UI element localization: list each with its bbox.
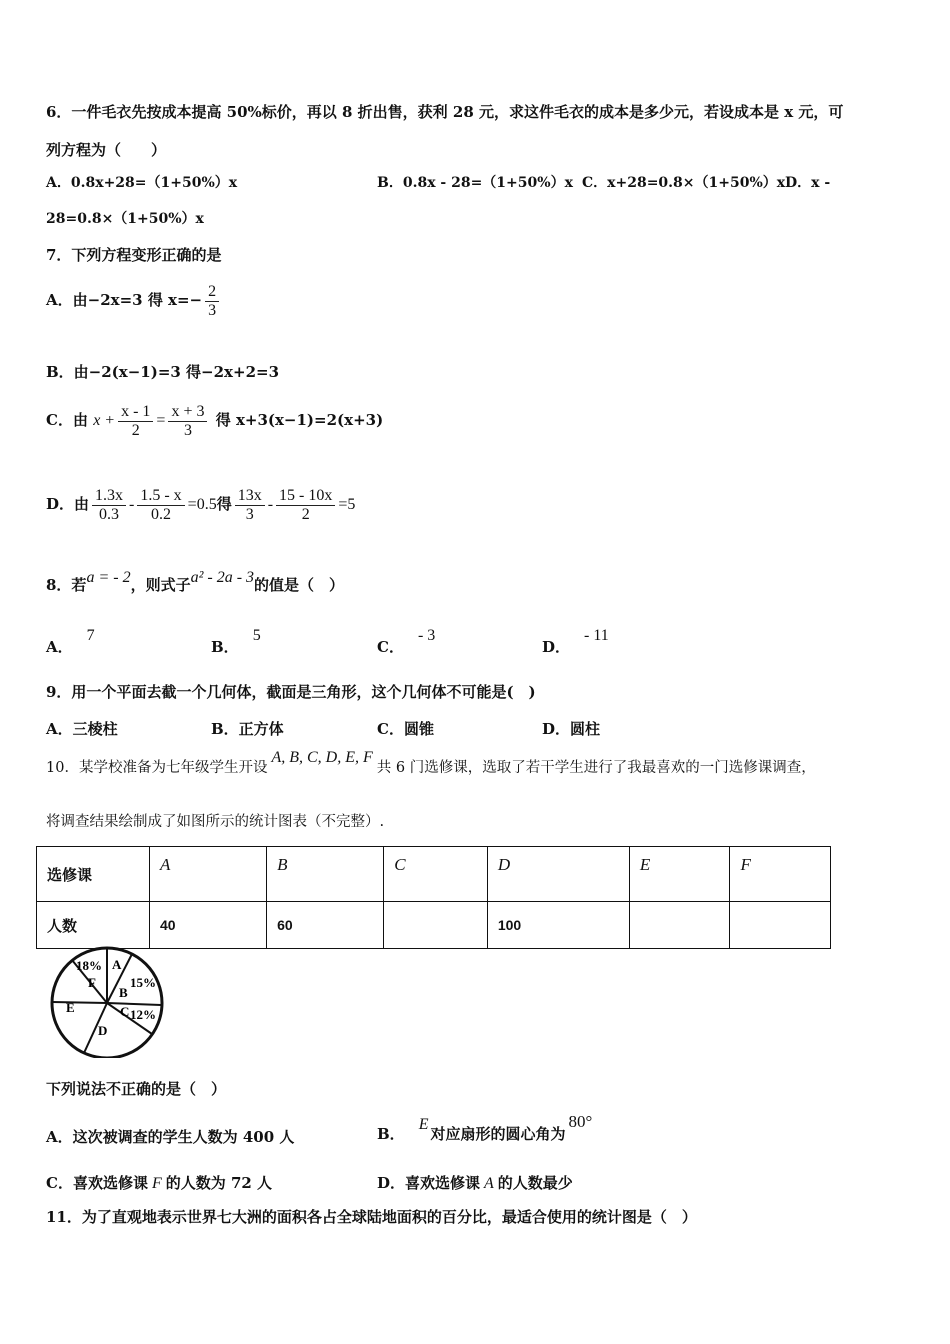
q8-b-label: B．: [211, 638, 239, 656]
q8-mid: ，则式子: [130, 576, 191, 594]
q7-a-fraction: [205, 283, 219, 320]
q10-course-table: [36, 846, 831, 949]
q7-c-fraction-1: [118, 403, 153, 440]
q8-option-d: [542, 627, 609, 657]
q7-d-f3-den: 3: [245, 505, 254, 523]
q7-option-c: [46, 398, 383, 443]
q7-c-fraction-2: [168, 403, 207, 440]
q7-d-fraction-2: [137, 487, 184, 524]
q10-d-prefix: D．喜欢选修课: [377, 1174, 481, 1192]
q7-d-fraction-1: [92, 487, 126, 524]
q10-c-prefix: C．喜欢选修课: [46, 1174, 148, 1192]
q7-c-f1-num: x - 1: [118, 403, 153, 422]
q8-a-value: 7: [86, 627, 95, 644]
table-header-cell: A: [150, 847, 267, 902]
q6-option-a: A．0.8x+28=（1+50%）x: [46, 175, 238, 191]
pie-divider: [107, 1003, 161, 1005]
pie-label-b-percent: 15%: [130, 975, 156, 990]
table-header-cell: B: [267, 847, 384, 902]
q7-d-eq-2: =5: [338, 496, 356, 513]
q7-a-expr: −2x=3 得 x=−: [87, 291, 203, 309]
q8-c-value: - 3: [417, 627, 436, 644]
q7-d-f4-num: 15 - 10x: [276, 487, 335, 506]
table-header-cell: D: [487, 847, 629, 902]
q10-c-text: 的人数为 72 人: [165, 1174, 273, 1192]
q10-option-d: [377, 1172, 573, 1193]
q6-stem-line1: 6．一件毛衣先按成本提高 50%标价，再以 8 折出售，获利 28 元，求这件毛衣的成本是多少元，若设成本是 x 元，可: [46, 103, 844, 121]
pie-label-a: A: [112, 957, 122, 972]
q7-c-result: 得 x+3(x−1)=2(x+3): [215, 411, 384, 429]
table-cell: 100: [487, 902, 629, 949]
q8-condition: a = - 2: [86, 569, 131, 586]
q6-stem-line2: 列方程为（ ）: [46, 141, 167, 159]
table-cell: 40: [150, 902, 267, 949]
q10-d-text: 的人数最少: [497, 1174, 573, 1192]
q7-d-eq-1: =0.5: [187, 496, 217, 513]
q7-option-d: [46, 482, 355, 527]
q11-stem: 11．为了直观地表示世界七大洲的面积各占全球陆地面积的百分比，最适合使用的统计图是（ ）: [46, 1208, 697, 1226]
q9-option-b: B．正方体: [211, 720, 284, 738]
q6-option-c: C．x+28=0.8×（1+50%）x: [582, 175, 786, 191]
q10-option-c: [46, 1172, 272, 1193]
q10-question: 下列说法不正确的是（ ）: [46, 1080, 227, 1098]
q7-c-x: x +: [93, 412, 116, 429]
table-row-label: 人数: [37, 902, 150, 949]
q7-a-prefix: A．由: [46, 291, 88, 309]
q10-option-a: A．这次被调查的学生人数为 400 人: [46, 1128, 295, 1146]
q9-stem: 9．用一个平面去截一个几何体，截面是三角形，这个几何体不可能是( ): [46, 683, 536, 701]
table-cell: 60: [267, 902, 384, 949]
q10-b-angle: 80°: [568, 1112, 593, 1131]
q7-d-f1-num: 1.3x: [92, 487, 126, 506]
pie-label-f: F: [88, 975, 96, 990]
q7-option-b: B．由−2(x−1)=3 得−2x+2=3: [46, 363, 280, 381]
q7-option-a: [46, 278, 222, 322]
q7-stem: 7．下列方程变形正确的是: [46, 246, 222, 264]
q8-stem: [46, 569, 345, 599]
q7-d-f1-den: 0.3: [99, 505, 120, 523]
pie-label-f-percent: 18%: [76, 958, 102, 973]
q7-c-f2-den: 3: [183, 421, 192, 439]
q10-b-var: E: [418, 1116, 429, 1133]
q9-option-d: D．圆柱: [542, 720, 601, 738]
pie-label-c: C: [120, 1004, 130, 1019]
q10-option-b: [377, 1112, 592, 1157]
q6-option-d: D．x -: [785, 175, 831, 191]
q10-b-text: 对应扇形的圆心角为: [430, 1125, 566, 1143]
q7-d-prefix: D．由: [46, 495, 90, 513]
q7-d-f3-num: 13x: [235, 487, 265, 506]
table-row: [37, 902, 831, 949]
q8-expression: a² - 2a - 3: [190, 569, 255, 586]
q10-pie-chart: [48, 946, 168, 1058]
q8-suffix: 的值是（ ）: [254, 576, 345, 594]
table-header-cell: E: [629, 847, 730, 902]
q7-d-f2-den: 0.2: [151, 505, 171, 523]
table-cell: [629, 902, 730, 949]
q8-b-value: 5: [252, 627, 261, 644]
q7-c-f2-num: x + 3: [168, 403, 207, 422]
q10-stem-line1: [46, 749, 816, 781]
pie-label-b: B: [119, 985, 128, 1000]
q7-a-den: 3: [208, 301, 217, 319]
q10-c-var: F: [151, 1175, 162, 1192]
q7-d-minus-1: -: [129, 496, 135, 513]
q7-d-f4-den: 2: [301, 505, 310, 523]
q8-option-a: [46, 627, 95, 657]
table-header-label: 选修课: [37, 847, 150, 902]
table-cell: [730, 902, 831, 949]
table-header-cell: C: [384, 847, 488, 902]
table-row: [37, 847, 831, 902]
q8-option-c: [377, 627, 436, 657]
q10-d-var: A: [484, 1175, 494, 1192]
q8-option-b: [211, 627, 261, 657]
q7-c-prefix: C．由: [46, 411, 88, 429]
q8-a-label: A．: [46, 638, 73, 656]
q10-courses: A, B, C, D, E, F: [271, 749, 373, 766]
table-header-cell: F: [730, 847, 831, 902]
pie-label-e: E: [66, 1000, 75, 1015]
q10-stem-line2: 将调查结果绘制成了如图所示的统计图表（不完整）.: [46, 814, 385, 830]
q7-d-de: 得: [216, 495, 232, 513]
q8-d-value: - 11: [584, 627, 609, 644]
q7-c-eq: =: [156, 412, 166, 429]
q9-option-c: C．圆锥: [377, 720, 434, 738]
q10-prefix: 10．某学校准备为七年级学生开设: [46, 760, 268, 776]
q10-suffix: 共 6 门选修课，选取了若干学生进行了我最喜欢的一门选修课调查，: [376, 760, 816, 776]
q7-d-minus-2: -: [267, 496, 274, 513]
pie-divider: [52, 1002, 107, 1003]
q7-d-fraction-4: [276, 487, 335, 524]
q7-d-fraction-3: [235, 487, 265, 524]
q7-d-f2-num: 1.5 - x: [137, 487, 184, 506]
q8-c-label: C．: [377, 638, 404, 656]
q10-b-prefix: B．: [377, 1125, 405, 1143]
q7-a-num: 2: [205, 283, 219, 302]
q6-option-b: B．0.8x - 28=（1+50%）x: [377, 175, 573, 191]
pie-label-d: D: [98, 1023, 108, 1038]
q8-d-label: D．: [542, 638, 571, 656]
q8-prefix: 8．若: [46, 576, 87, 594]
q9-option-a: A．三棱柱: [46, 720, 118, 738]
q6-option-d-continued: 28=0.8×（1+50%）x: [46, 211, 204, 227]
pie-label-c-percent: 12%: [130, 1007, 156, 1022]
q7-c-f1-den: 2: [131, 421, 140, 439]
table-cell: [384, 902, 488, 949]
